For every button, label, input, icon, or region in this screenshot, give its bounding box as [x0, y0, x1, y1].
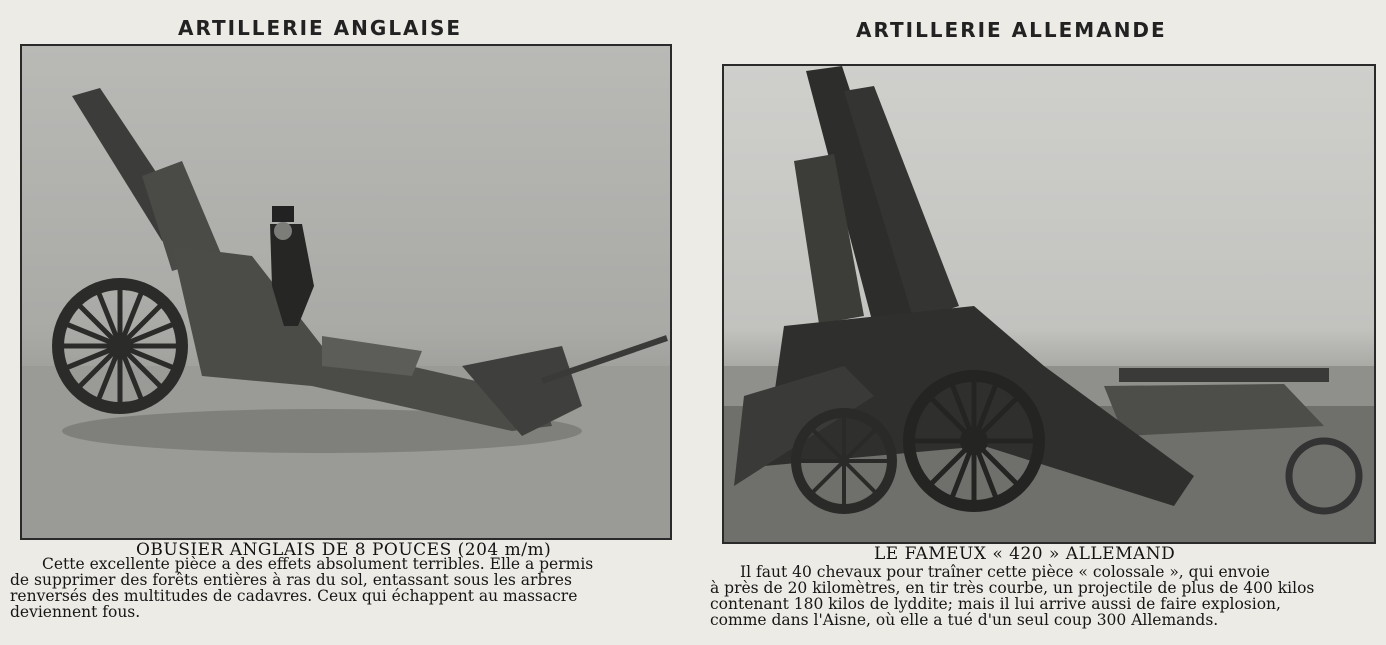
soldier-face [274, 222, 292, 240]
heading-artillerie-anglaise: ARTILLERIE ANGLAISE [178, 16, 463, 40]
text-line: de supprimer des forêts entières à ras du sol, entassant sous les arbres [10, 571, 572, 589]
soldier-cap [272, 206, 294, 222]
wheel-spokes-rear [796, 413, 892, 509]
text-line: comme dans l'Aisne, où elle a tué d'un seul coup 300 Allemands. [710, 611, 1219, 629]
article-text-right [710, 564, 1380, 628]
article-text-left [10, 556, 690, 620]
text-line: à près de 20 kilomètres, en tir très courbe, un projectile de plus de 400 kilos [710, 579, 1315, 597]
photo-german-420-mortar [722, 64, 1376, 544]
wheel-hub-main [960, 427, 988, 455]
photo-british-howitzer [20, 44, 672, 540]
howitzer-illustration [22, 46, 670, 538]
text-line: Cette excellente pièce a des effets absolument terribles. Elle a permis [42, 555, 594, 573]
text-line: renversés des multitudes de cadavres. Ceux qui échappent au massacre [10, 587, 578, 605]
distant-barrel [1119, 368, 1329, 382]
heading-artillerie-allemande: ARTILLERIE ALLEMANDE [856, 18, 1167, 42]
wheel-hub [108, 334, 132, 358]
mortar-illustration [724, 66, 1374, 542]
text-line: contenant 180 kilos de lyddite; mais il lui arrive aussi de faire explosion, [710, 595, 1281, 613]
caption-german-420: LE FAMEUX « 420 » ALLEMAND [874, 544, 1176, 564]
text-line: Il faut 40 chevaux pour traîner cette pièce « colossale », qui envoie [740, 563, 1270, 581]
text-line: deviennent fous. [10, 603, 141, 621]
caption-british-howitzer: OBUSIER ANGLAIS DE 8 POUCES (204 m/m) [136, 540, 552, 560]
